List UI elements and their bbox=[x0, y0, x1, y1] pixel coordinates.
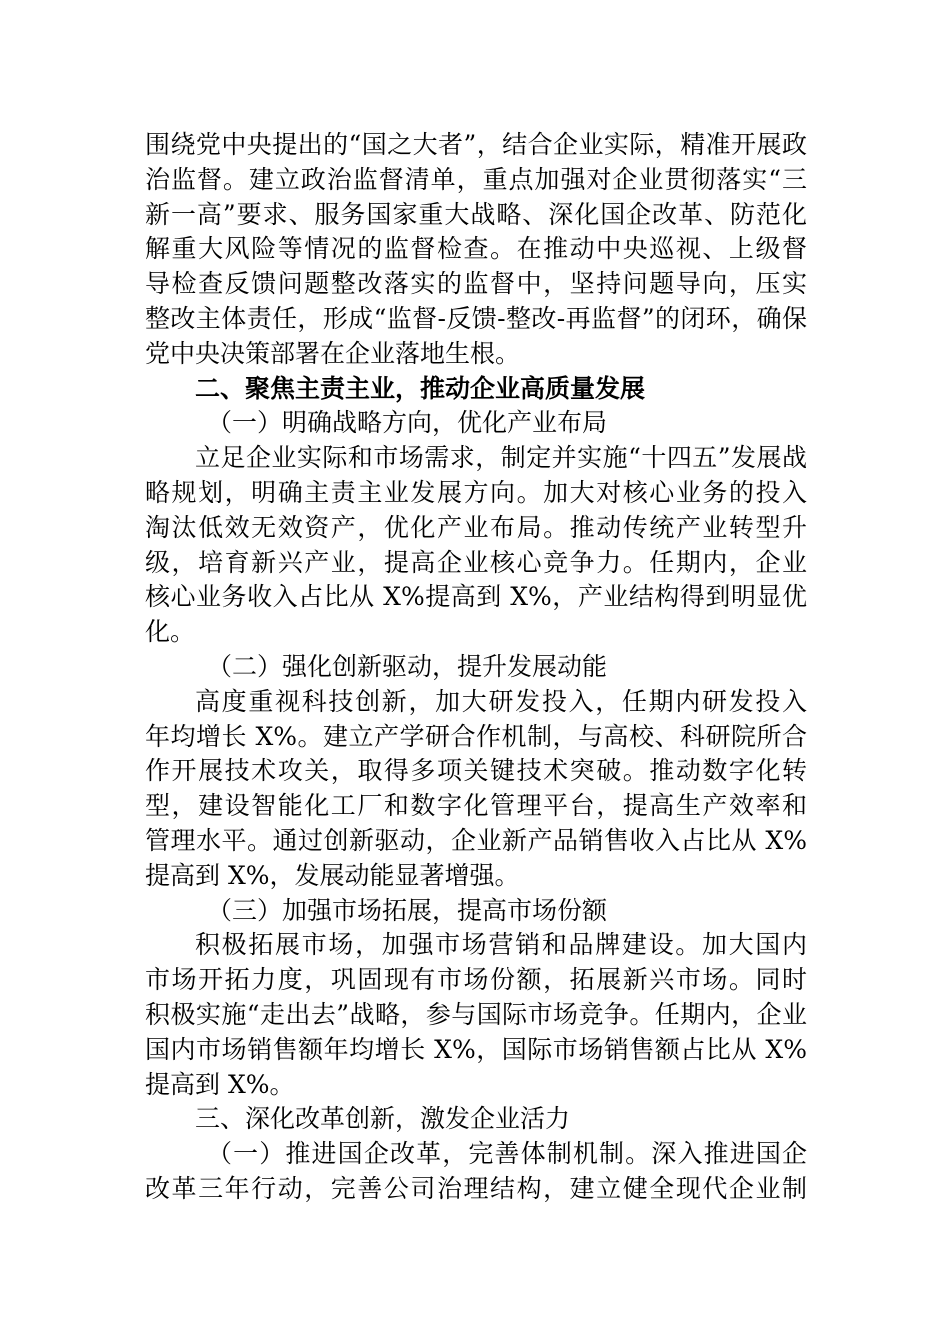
text-line: 积极实施“走出去”战略，参与国际市场竞争。任期内，企业 bbox=[145, 999, 807, 1029]
text-line: 年均增长 X%。建立产学研合作机制，与高校、科研院所合 bbox=[145, 721, 807, 751]
text-line: 级，培育新兴产业，提高企业核心竞争力。任期内，企业 bbox=[145, 547, 807, 577]
text-line: 立足企业实际和市场需求，制定并实施“十四五”发展战 bbox=[195, 443, 807, 473]
document-page bbox=[145, 128, 807, 1207]
text-line: 提高到 X%，发展动能显著增强。 bbox=[145, 860, 520, 890]
text-line: 导检查反馈问题整改落实的监督中，坚持问题导向，压实 bbox=[145, 269, 807, 299]
subsection-heading-2-1: （一）明确战略方向，优化产业布局 bbox=[207, 408, 608, 438]
paragraph-political-supervision bbox=[145, 128, 807, 372]
subsection-heading-2-3: （三）加强市场拓展，提高市场份额 bbox=[207, 895, 608, 925]
text-line: 积极拓展市场，加强市场营销和品牌建设。加大国内 bbox=[195, 930, 807, 960]
text-line: 化。 bbox=[145, 617, 196, 647]
text-line: 解重大风险等情况的监督检查。在推动中央巡视、上级督 bbox=[145, 234, 807, 264]
text-line: 整改主体责任，形成“监督-反馈-整改-再监督”的闭环，确保 bbox=[145, 303, 807, 333]
text-line: 治监督。建立政治监督清单，重点加强对企业贯彻落实“三 bbox=[145, 164, 807, 194]
subsection-heading-2-2: （二）强化创新驱动，提升发展动能 bbox=[207, 651, 608, 681]
text-line: 略规划，明确主责主业发展方向。加大对核心业务的投入 bbox=[145, 477, 807, 507]
section-heading-3: 三、深化改革创新，激发企业活力 bbox=[195, 1104, 571, 1134]
text-line: 新一高”要求、服务国家重大战略、深化国企改革、防范化 bbox=[145, 199, 807, 229]
text-line: 管理水平。通过创新驱动，企业新产品销售收入占比从 X% bbox=[145, 825, 807, 855]
text-line: 提高到 X%。 bbox=[145, 1069, 295, 1099]
text-line: （一）推进国企改革，完善体制机制。深入推进国企 bbox=[207, 1139, 807, 1169]
text-line: 市场开拓力度，巩固现有市场份额，拓展新兴市场。同时 bbox=[145, 965, 807, 995]
text-line: 型，建设智能化工厂和数字化管理平台，提高生产效率和 bbox=[145, 791, 807, 821]
paragraph-market bbox=[145, 928, 807, 1102]
text-line: 核心业务收入占比从 X%提高到 X%，产业结构得到明显优 bbox=[145, 582, 807, 612]
text-line: 作开展技术攻关，取得多项关键技术突破。推动数字化转 bbox=[145, 756, 807, 786]
text-line: 党中央决策部署在企业落地生根。 bbox=[145, 338, 521, 368]
section-heading-2: 二、聚焦主责主业，推动企业高质量发展 bbox=[195, 373, 646, 403]
paragraph-strategy bbox=[145, 441, 807, 650]
text-line: 高度重视科技创新，加大研发投入，任期内研发投入 bbox=[195, 686, 807, 716]
text-line: 改革三年行动，完善公司治理结构，建立健全现代企业制 bbox=[145, 1173, 807, 1203]
paragraph-reform bbox=[145, 1137, 807, 1207]
text-line: 围绕党中央提出的“国之大者”，结合企业实际，精准开展政 bbox=[145, 130, 807, 159]
paragraph-innovation bbox=[145, 685, 807, 894]
text-line: 淘汰低效无效资产，优化产业布局。推动传统产业转型升 bbox=[145, 512, 807, 542]
text-line: 国内市场销售额年均增长 X%，国际市场销售额占比从 X% bbox=[145, 1034, 807, 1064]
